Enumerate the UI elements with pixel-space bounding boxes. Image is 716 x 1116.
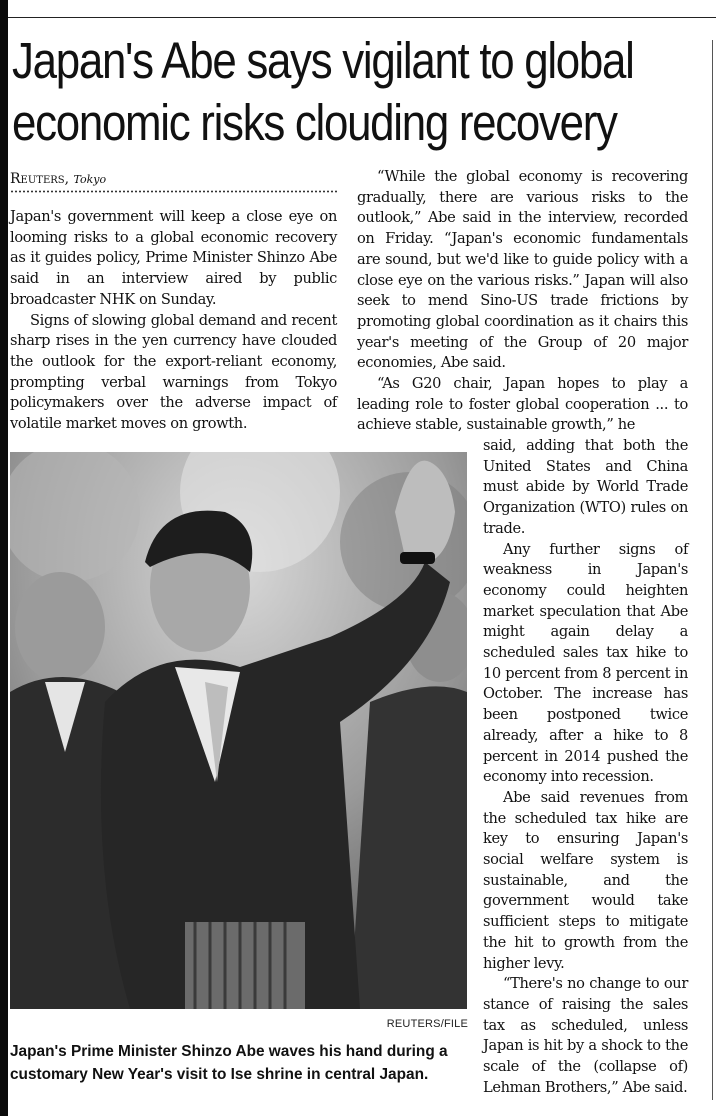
- headline-line-1: Japan's Abe says vigilant to global: [12, 32, 634, 89]
- news-photo: [10, 452, 467, 1009]
- paragraph: Any further signs of weakness in Japan's economy could heighten market speculation that Abe might again delay a scheduled sales tax hike to 10 percent from 8 percent in October. The increase has been postponed twice already, after a hike to 8 percent in 2014 pushed the economy into recession.: [483, 540, 688, 786]
- paragraph: said, adding that both the United States and China must abide by World Trade Organization (WTO) rules on trade.: [483, 437, 688, 537]
- byline-location: Tokyo: [73, 173, 107, 186]
- headline-line-2: economic risks clouding recovery: [12, 94, 617, 151]
- article-column-2: [357, 167, 688, 436]
- byline-source: Reuters,: [10, 171, 70, 187]
- headline: [12, 30, 700, 154]
- byline: [10, 170, 106, 189]
- top-rule: [8, 17, 716, 18]
- article-column-1: [10, 207, 337, 435]
- photo-illustration: [10, 452, 467, 1009]
- paragraph: “As G20 chair, Japan hopes to play a leading role to foster global cooperation ... to achieve stable, sustainable growth,” he: [357, 375, 688, 434]
- paragraph: “There's no change to our stance of raising the sales tax as scheduled, unless Japan is hit by a shock to the scale of the (collapse of) Lehman Brothers,” Abe said.: [483, 975, 688, 1096]
- dotted-rule: [10, 190, 337, 193]
- article-column-2-narrow: [483, 436, 688, 1099]
- paragraph: “While the global economy is recovering gradually, there are various risks to the outlook,” Abe said in the interview, recorded on Friday. “Japan's economic fundamentals are sound, but we'd like to guide policy with a close eye on the various risks.” Japan will also seek to mend Sino-US trade frictions by promoting global coordination as it chairs this year's meeting of the Group of 20 major economies, Abe said.: [357, 168, 688, 372]
- photo-caption: Japan's Prime Minister Shinzo Abe waves his hand during a customary New Year's visit to Ise shrine in central Japan.: [10, 1043, 448, 1083]
- paragraph: Signs of slowing global demand and recent sharp rises in the yen currency have clouded the outlook for the export-reliant economy, prompting verbal warnings from Tokyo policymakers over the adverse impact of volatile market moves on growth.: [10, 311, 337, 433]
- paragraph: Abe said revenues from the scheduled tax hike are key to ensuring Japan's social welfare system is sustainable, and the government would take sufficient steps to mitigate the hit to growth from the higher levy.: [483, 788, 688, 972]
- photo-credit: REUTERS/FILE: [386, 1018, 468, 1030]
- column-rule: [712, 40, 713, 1100]
- paragraph: Japan's government will keep a close eye on looming risks to a global economic recovery as it guides policy, Prime Minister Shinzo Abe said in an interview aired by public broadcaster NHK on Sunday.: [10, 208, 337, 308]
- page-left-edge: [0, 0, 8, 1116]
